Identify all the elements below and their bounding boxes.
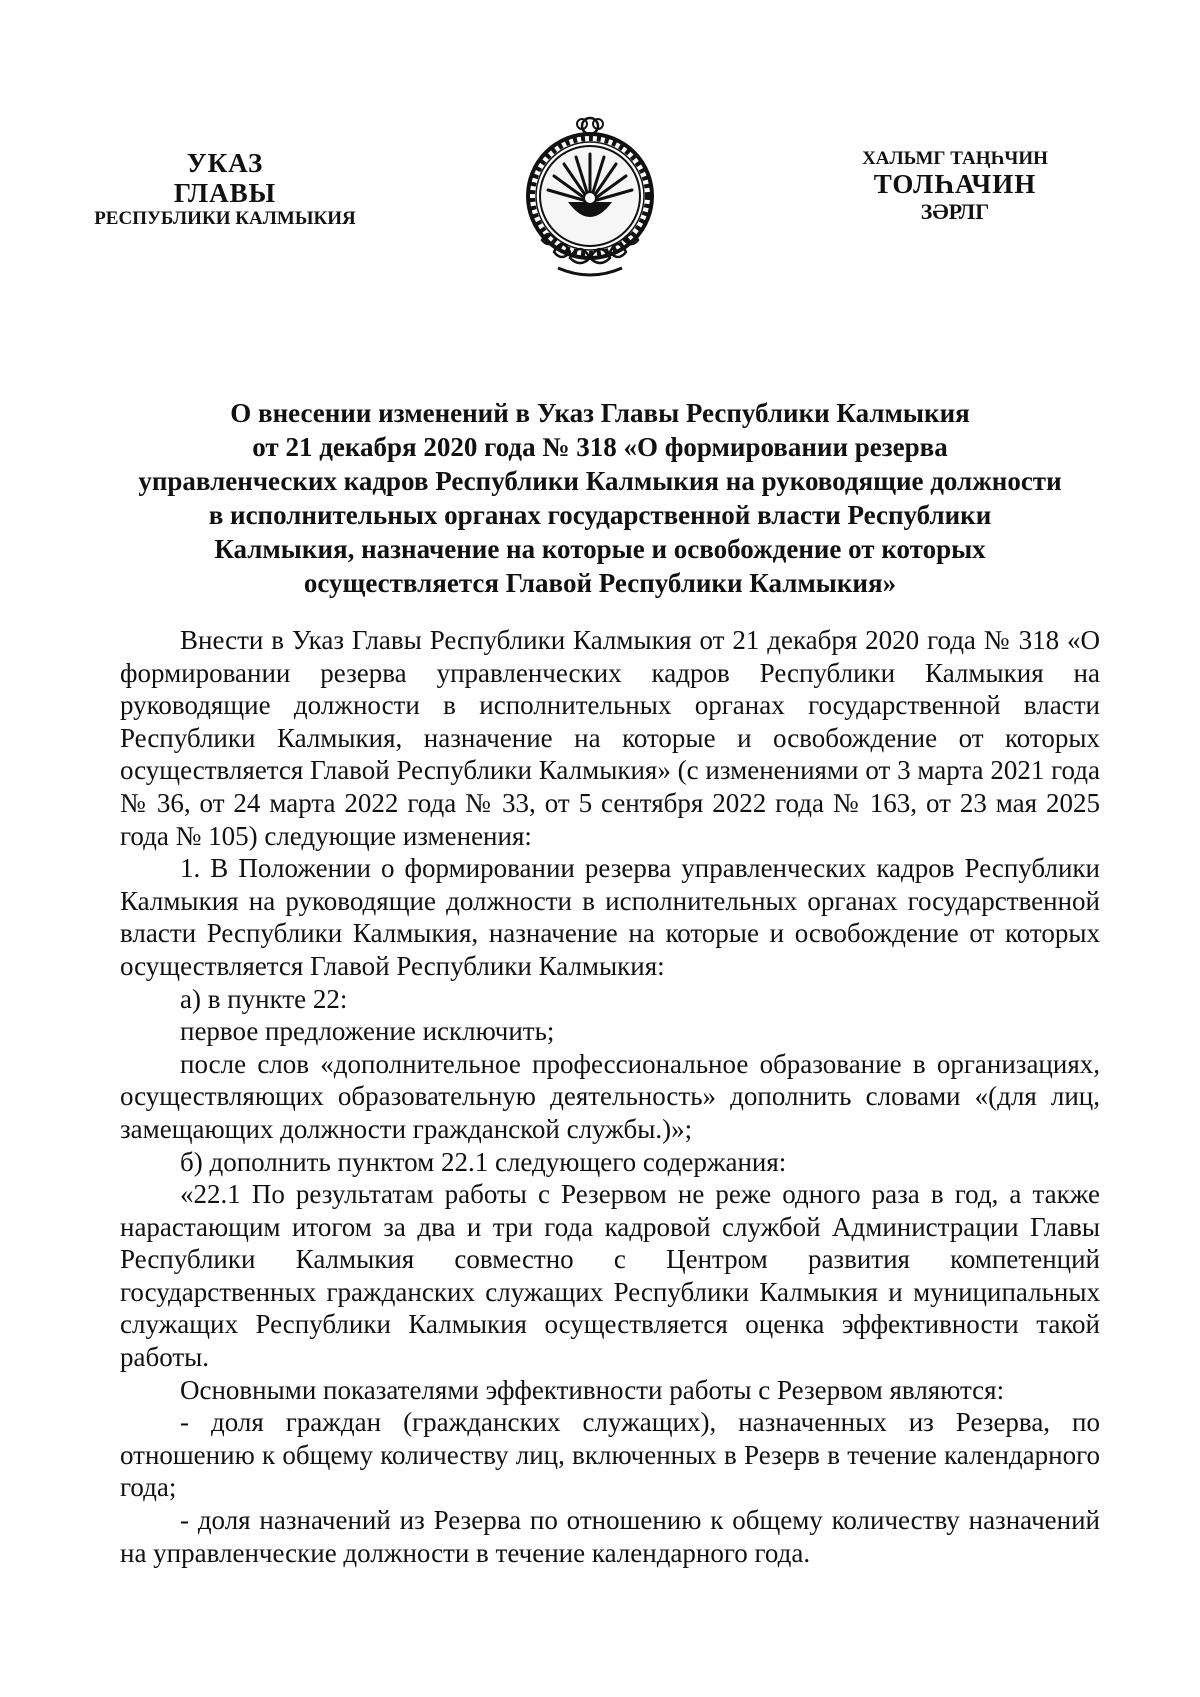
title-line: осуществляется Главой Республики Калмыкия» xyxy=(303,568,897,598)
title-line: от 21 декабря 2020 года № 318 «О формировании резерва xyxy=(252,432,948,462)
title-line: Калмыкия, назначение на которые и освобождение от которых xyxy=(214,534,986,564)
header-left xyxy=(70,148,380,230)
body-paragraph: - доля граждан (гражданских служащих), назначенных из Резерва, по отношению к общему количеству лиц, включенных в Резерв в течение календарного года; xyxy=(120,1407,1100,1503)
title-line: управленческих кадров Республики Калмыкия на руководящие должности xyxy=(138,466,1062,496)
body-paragraph: первое предложение исключить; xyxy=(180,1016,555,1047)
header-left-line2: ГЛАВЫ xyxy=(173,178,277,209)
header-left-line3: РЕСПУБЛИКИ КАЛМЫКИЯ xyxy=(94,208,356,230)
header-right-line3: ЗӘРЛГ xyxy=(920,198,990,224)
header-right-line2: ТОЛҺАЧИН xyxy=(873,169,1037,200)
document-title xyxy=(100,396,1100,600)
header-right-line1: ХАЛЬМГ ТАҢҺЧИН xyxy=(862,148,1048,169)
body-paragraph: - доля назначений из Резерва по отношению к общему количеству назначений на управленческие должности в течение календарного года. xyxy=(120,1505,1100,1568)
title-line: О внесении изменений в Указ Главы Республики Калмыкия xyxy=(230,398,970,428)
body-paragraph: после слов «дополнительное профессиональное образование в организациях, осуществляющих образовательную деятельность» дополнить словами «(для лиц, замещающих должности гражданской службы.)»; xyxy=(120,1048,1100,1144)
header-left-line1: УКАЗ xyxy=(186,148,264,178)
body-paragraph: а) в пункте 22: xyxy=(180,983,348,1014)
title-line: в исполнительных органах государственной власти Республики xyxy=(208,500,992,530)
document-body xyxy=(120,624,1100,1569)
body-paragraph: б) дополнить пунктом 22.1 следующего содержания: xyxy=(180,1146,787,1177)
body-paragraph: «22.1 По результатам работы с Резервом не реже одного раза в год, а также нарастающим итогом за два и три года кадровой службой Администрации Главы Республики Калмыкия совместно с Центром развития компетенций государственных гражданских служащих Республики Калмыкия и муниципальных служащих Республики Калмыкия осуществляется оценка эффективности такой работы. xyxy=(120,1179,1100,1373)
body-paragraph: Основными показателями эффективности работы с Резервом являются: xyxy=(180,1374,1005,1405)
body-paragraph: Внести в Указ Главы Республики Калмыкия от 21 декабря 2020 года № 318 «О формировании резерва управленческих кадров Республики Калмыкия на руководящие должности в исполнительных органах государственной власти Республики Калмыкия, назначение на которые и освобождение от которых осуществляется Главой Республики Калмыкия» (с изменениями от 3 марта 2021 года № 36, от 24 марта 2022 года № 33, от 5 сентября 2022 года № 163, от 23 мая 2025 года № 105) следующие изменения: xyxy=(120,625,1100,851)
header-right xyxy=(830,148,1080,224)
kalmykia-emblem-icon xyxy=(520,112,660,284)
body-paragraph: 1. В Положении о формировании резерва управленческих кадров Республики Калмыкия на руководящие должности в исполнительных органах государственной власти Республики Калмыкия, назначение на которые и освобождение от которых осуществляется Главой Республики Калмыкия: xyxy=(120,853,1100,981)
